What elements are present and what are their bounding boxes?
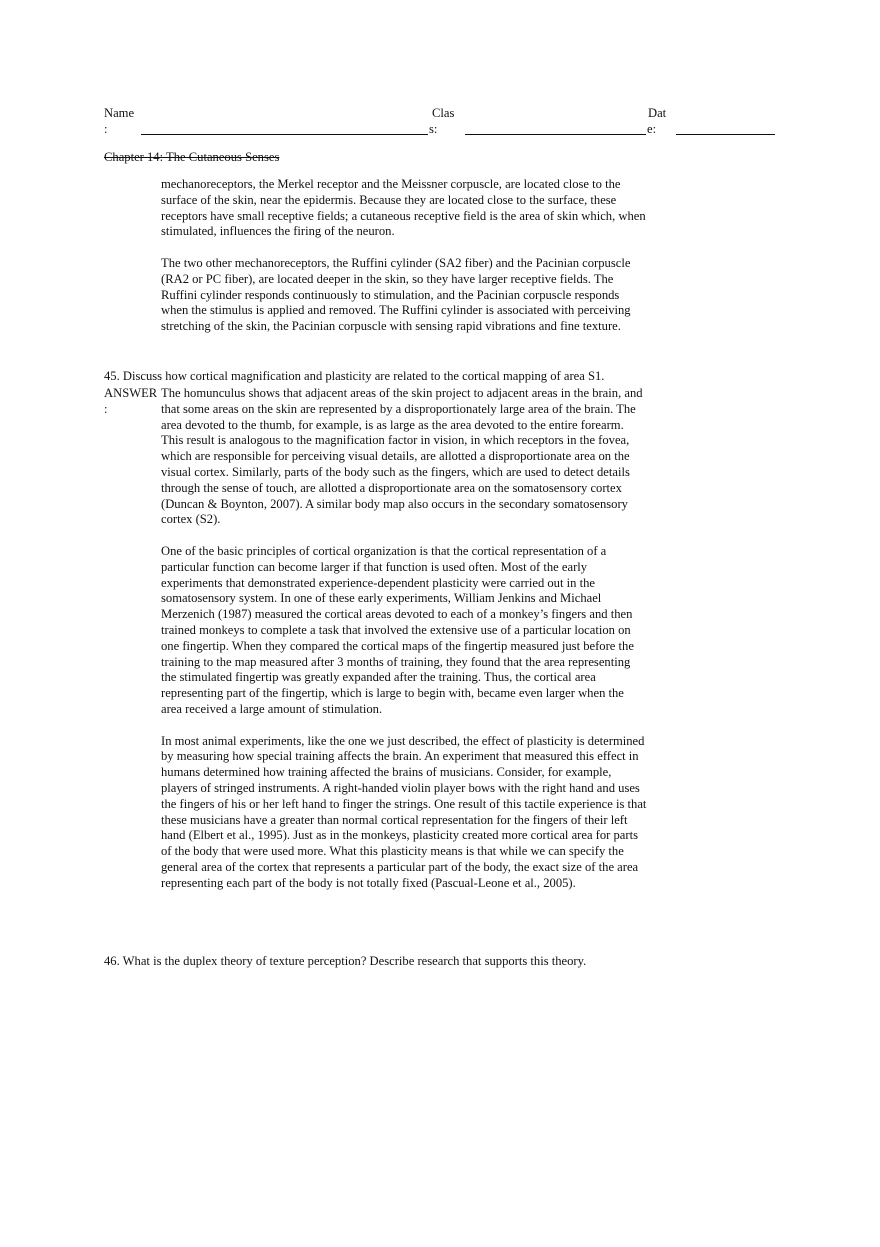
question-45: 45. Discuss how cortical magnification and plasticity are related to the cortical mapping of area S1.: [104, 369, 605, 383]
answer-45-paragraph-3: In most animal experiments, like the one we just described, the effect of plasticity is determined by measuring how special training affects the brain. An experiment that measured this effect in humans determined how training affected the brains of musicians. Consider, for example, players of stringed instruments. A right-handed violin player bows with the right hand and uses the fingers of his or her left hand to finger the strings. One result of this tactile experience is that these musicians have a greater than normal cortical representation for the fingers of their left hand (Elbert et al., 1995). Just as in the monkeys, plasticity created more cortical area for parts of the body that were used more. What this plasticity means is that while we can specify the general area of the cortex that represents a particular part of the body, the exact size of the area representing each part of the body is not totally fixed (Pascual-Leone et al., 2005).: [161, 733, 647, 890]
date-label-bottom: e:: [647, 122, 657, 136]
class-field[interactable]: [465, 134, 646, 135]
answer-45: [161, 386, 647, 892]
answer-45-paragraph-1: The homunculus shows that adjacent areas of the skin project to adjacent areas in the brain, and that some areas on the skin are represented by a disproportionately large area of the brain. The area devoted to the thumb, for example, is as large as the area devoted to the entire forearm. This result is analogous to the magnification factor in vision, in which receptors in the fovea, which are responsible for perceiving visual details, are allotted a disproportionate area on the visual cortex. Similarly, parts of the body such as the fingers, which are used to detect details through the sense of touch, are allotted a disproportionate area on the somatosensory cortex (Duncan & Boynton, 2007). A similar body map also occurs in the secondary somatosensory cortex (S2).: [161, 386, 643, 527]
question-46: 46. What is the duplex theory of texture perception? Describe research that supports this theory.: [104, 954, 587, 968]
answer-label: [104, 386, 157, 418]
answer-45-paragraph-2: One of the basic principles of cortical organization is that the cortical representation of a particular function can become larger if that function is used often. Most of the early experiments that demonstrated experience-dependent plasticity were carried out in the somatosensory system. In one of these early experiments, William Jenkins and Michael Merzenich (1987) measured the cortical areas devoted to each of a monkey’s fingers and then trained monkeys to complete a task that involved the extensive use of a particular location on one fingertip. When they compared the cortical maps of the fingertip measured just before the training to the map measured after 3 months of training, they found that the area representing the stimulated fingertip was greatly expanded after the training. Thus, the cortical area representing part of the fingertip, which is large to begin with, became even larger when the area received a large amount of stimulation.: [161, 543, 634, 716]
answer-label-bottom: :: [104, 401, 108, 416]
name-label-top: Name: [104, 106, 135, 120]
continued-answer: [161, 177, 647, 335]
chapter-title: Chapter 14: The Cutaneous Senses: [104, 150, 280, 164]
continued-paragraph-2: The two other mechanoreceptors, the Ruffini cylinder (SA2 fiber) and the Pacinian corpuscle (RA2 or PC fiber), are located deeper in the skin, so they have larger receptive fields. The Ruffini cylinder responds continuously to stimulation, and the Pacinian corpuscle responds when the stimulus is applied and removed. The Ruffini cylinder is associated with perceiving stretching of the skin, the Pacinian corpuscle with sensing rapid vibrations and fine texture.: [161, 255, 631, 334]
answer-label-top: ANSWER: [104, 386, 158, 400]
name-field[interactable]: [141, 134, 428, 135]
date-field[interactable]: [676, 134, 775, 135]
continued-paragraph-1: mechanoreceptors, the Merkel receptor and the Meissner corpuscle, are located close to the surface of the skin, near the epidermis. Because they are located close to the surface, these receptors have small receptive fields; a cutaneous receptive field is the area of skin which, when stimulated, influences the firing of the neuron.: [161, 177, 646, 239]
date-label-top: Dat: [648, 106, 667, 120]
class-label-top: Clas: [432, 106, 455, 120]
name-label-bottom: :: [104, 122, 108, 136]
class-label-bottom: s:: [429, 122, 438, 136]
